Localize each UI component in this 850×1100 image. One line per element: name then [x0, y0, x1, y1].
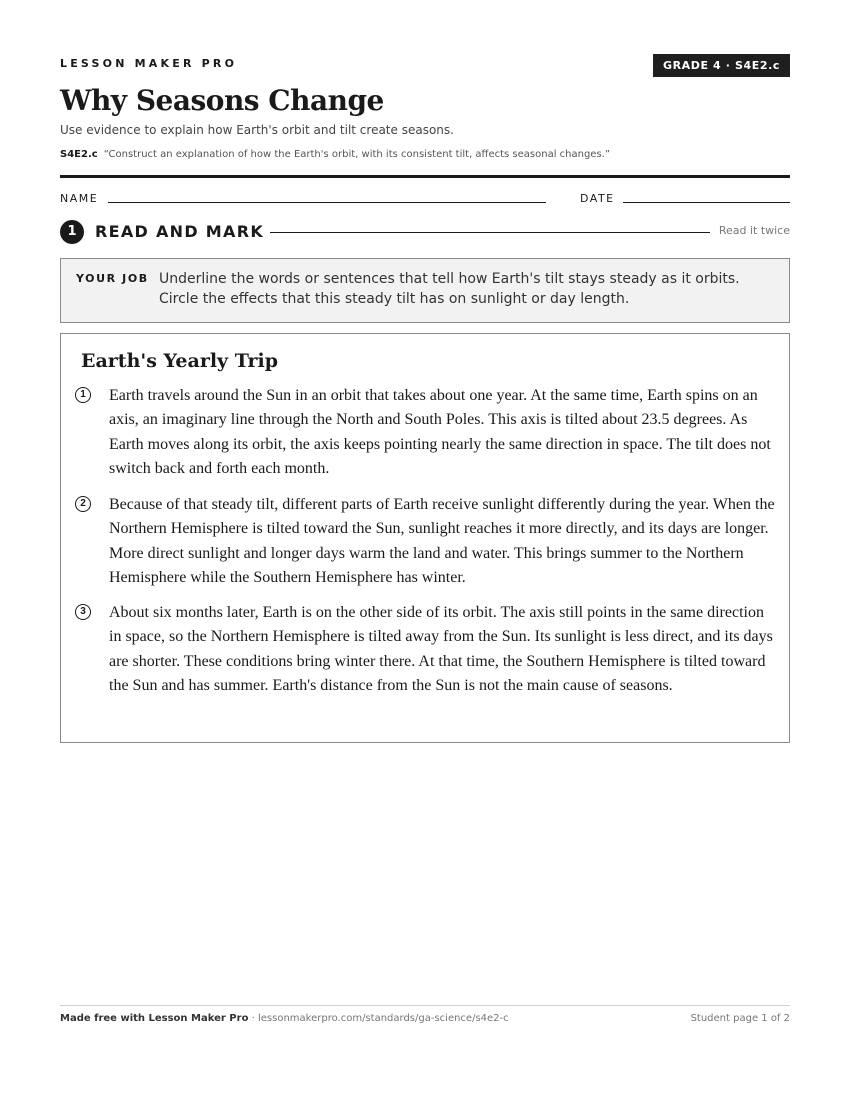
section-title: READ AND MARK	[95, 222, 265, 241]
name-label: NAME	[60, 192, 99, 205]
name-field[interactable]	[108, 202, 546, 203]
reading-passage-box	[60, 333, 790, 743]
name-date-row	[60, 192, 790, 206]
footer-made-with: Made free with Lesson Maker Pro	[60, 1013, 249, 1024]
reading-paragraph	[75, 601, 775, 699]
paragraph-text: About six months later, Earth is on the other side of its orbit. The axis still points in the same direction in space, so the Northern Hemisphere is tilted away from the Sun. Its sunlight is less direct, and its days are shorter. These conditions bring winter there. At that time, the Southern Hemisphere is tilted toward the Sun and has summer. Earth's distance from the Sun is not the main cause of seasons.	[109, 604, 773, 695]
date-label: DATE	[580, 192, 615, 205]
paragraph-text: Because of that steady tilt, different parts of Earth receive sunlight differently during the year. When the Northern Hemisphere is tilted toward the Sun, sunlight reaches it more directly, and its days are longer. More direct sunlight and longer days warm the land and water. This brings summer to the Northern Hemisphere while the Southern Hemisphere has winter.	[109, 496, 775, 587]
section-number-badge: 1	[60, 220, 84, 244]
paragraph-number: 2	[75, 496, 91, 512]
page-subtitle: Use evidence to explain how Earth's orbit and tilt create seasons.	[60, 123, 454, 137]
paragraph-text: Earth travels around the Sun in an orbit that takes about one year. At the same time, Earth spins on an axis, an imaginary line through the North and South Poles. This axis is tilted about 23.5 degrees. As Earth moves along its orbit, the axis keeps pointing nearly the same direction in space. The tilt does not switch back and forth each month.	[109, 387, 771, 478]
job-text: Underline the words or sentences that tell how Earth's tilt stays steady as it orbits. Circle the effects that this steady tilt has on sunlight or day length.	[159, 271, 740, 307]
footer-divider	[60, 1005, 790, 1006]
worksheet-page	[60, 0, 790, 1100]
paragraph-number: 3	[75, 604, 91, 620]
grade-badge: GRADE 4 · S4E2.c	[653, 54, 790, 77]
section-header	[60, 220, 790, 244]
section-note: Read it twice	[718, 224, 790, 237]
footer-credit	[60, 1013, 509, 1024]
standard-text: “Construct an explanation of how the Earth's orbit, with its consistent tilt, affects seasonal changes.”	[103, 149, 611, 160]
section-rule	[270, 232, 710, 233]
footer-url[interactable]: · lessonmakerpro.com/standards/ga-science/s4e2-c	[248, 1013, 509, 1024]
page-title: Why Seasons Change	[60, 84, 384, 117]
standard-code: S4E2.c	[60, 149, 98, 160]
reading-title: Earth's Yearly Trip	[81, 350, 278, 372]
standard-line	[60, 149, 610, 160]
footer-page-number: Student page 1 of 2	[690, 1013, 790, 1024]
paragraph-number: 1	[75, 387, 91, 403]
reading-paragraph	[75, 493, 775, 591]
job-instructions-box	[60, 258, 790, 323]
job-label: YOUR JOB	[76, 272, 149, 285]
brand-name: LESSON MAKER PRO	[60, 57, 238, 70]
reading-paragraph	[75, 384, 775, 482]
header-divider	[60, 175, 790, 178]
date-field[interactable]	[623, 202, 790, 203]
